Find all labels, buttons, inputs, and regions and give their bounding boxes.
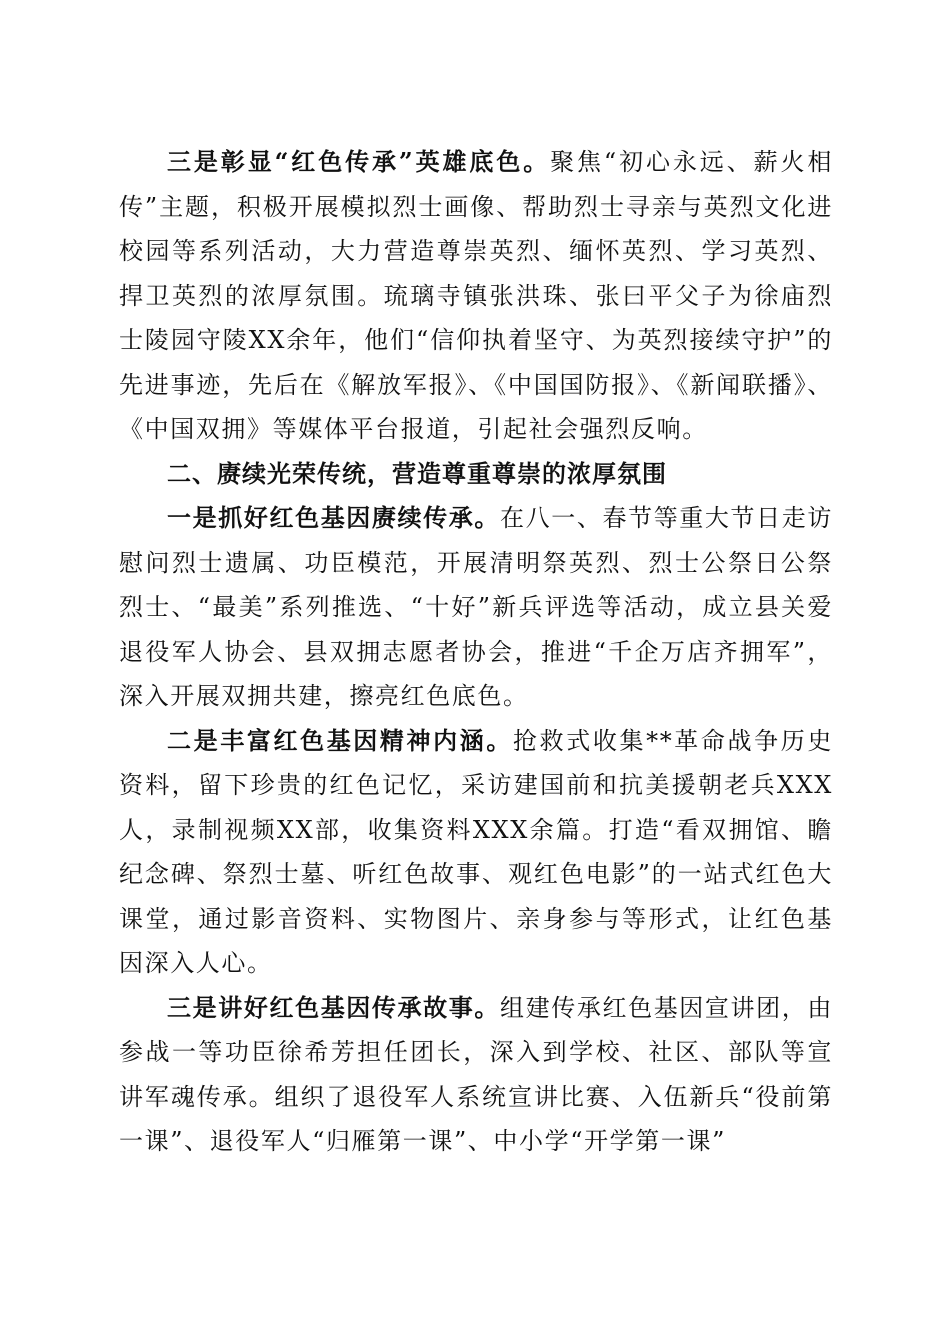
paragraph-text: 在八一、春节等重大节日走访慰问烈士遗属、功臣模范，开展清明祭英烈、烈士公祭日公祭烈士、“最美”系列推选、“十好”新兵评选等活动，成立县关爱退役军人协会、县双拥志愿者协会，推进“千企万店齐拥军”，深入开展双拥共建，擦亮红色底色。 [119,504,833,710]
paragraph-lead: 二是丰富红色基因精神内涵。 [167,725,514,755]
paragraph-stories [119,986,833,1164]
section-heading: 二、赓续光荣传统，营造尊重尊崇的浓厚氛围 [167,459,667,488]
paragraph-gene-inheritance [119,496,833,719]
paragraph-text: 抢救式收集**革命战争历史资料，留下珍贵的红色记忆，采访建国前和抗美援朝老兵XXX人，录制视频XX部，收集资料XXX余篇。打造“看双拥馆、瞻纪念碑、祭烈士墓、听红色故事、观红色电影”的一站式红色大课堂，通过影音资料、实物图片、亲身参与等形式，让红色基因深入人心。 [119,726,833,977]
document-body [119,140,833,1164]
paragraph-lead: 一是抓好红色基因赓续传承。 [167,503,500,532]
paragraph-text: 组建传承红色基因宣讲团，由参战一等功臣徐希芳担任团长，深入到学校、社区、部队等宣讲军魂传承。组织了退役军人系统宣讲比赛、入伍新兵“役前第一课”、退役军人“归雁第一课”、中小学“开学第一课” [119,993,833,1155]
paragraph-text: 聚焦“初心永远、薪火相传”主题，积极开展模拟烈士画像、帮助烈士寻亲与英烈文化进校园等系列活动，大力营造尊崇英烈、缅怀英烈、学习英烈、捍卫英烈的浓厚氛围。琉璃寺镇张洪珠、张曰平父子为徐庙烈士陵园守陵XX余年，他们“信仰执着坚守、为英烈接续守护”的先进事迹，先后在《解放军报》、《中国国防报》、《新闻联播》、《中国双拥》等媒体平台报道，引起社会强烈反响。 [119,148,834,443]
paragraph-lead: 三是彰显“红色传承”英雄底色。 [167,147,551,176]
paragraph-lead: 三是讲好红色基因传承故事。 [167,992,500,1022]
paragraph-spirit-connotation [119,719,833,986]
paragraph-red-heritage [119,140,833,452]
